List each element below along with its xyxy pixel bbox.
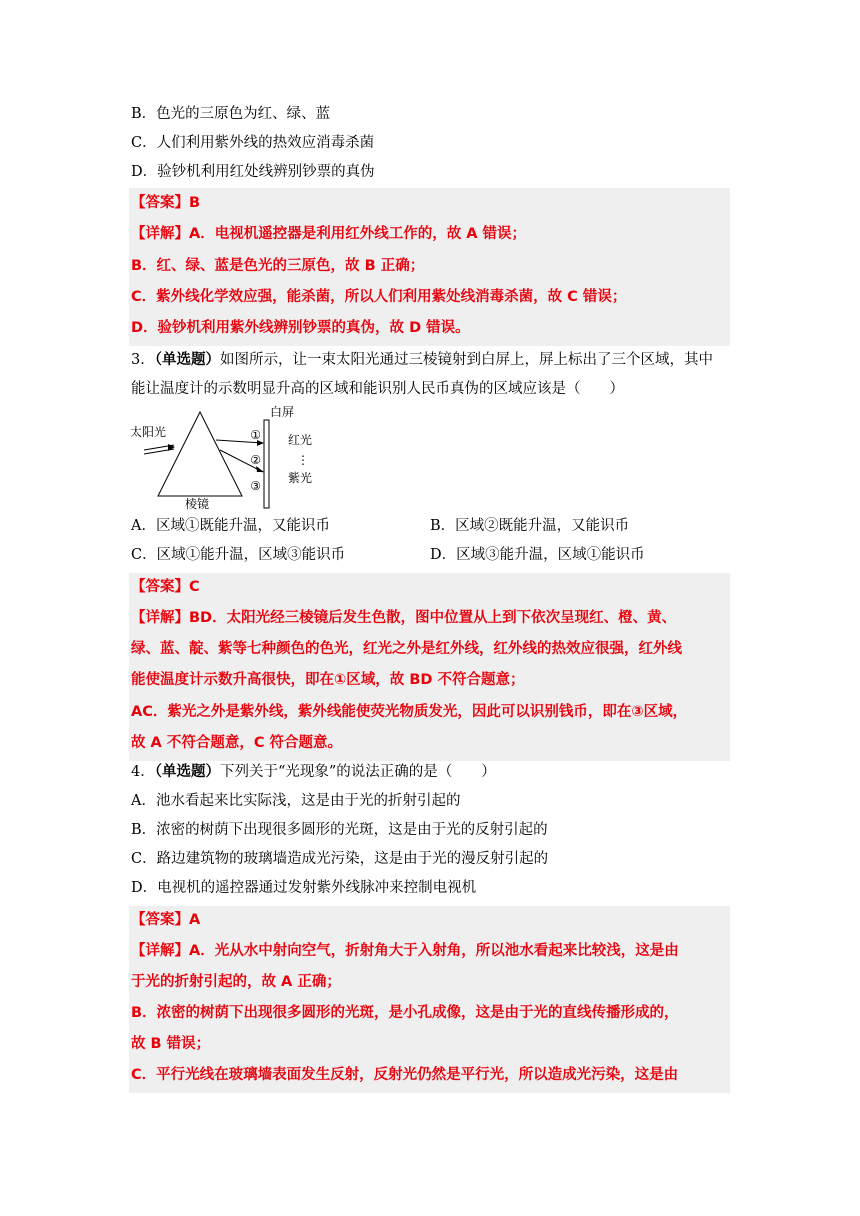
label-region-2: ② (250, 453, 261, 467)
q4-detail-line-2: 于光的折射引起的，故 A 正确； (131, 974, 341, 990)
q4-detail-line-5: C．平行光线在玻璃墙表面发生反射，反射光仍然是平行光，所以造成光污染，这是由 (131, 1067, 679, 1083)
q3-option-a: A．区域①既能升温，又能识币 (131, 518, 330, 534)
q4-stem (131, 762, 496, 782)
q2-option-c: C．人们利用紫外线的热效应消毒杀菌 (131, 135, 375, 151)
prism-dispersion-figure (128, 402, 328, 510)
q2-detail-line-3: C．紫外线化学效应强，能杀菌，所以人们利用紫处线消毒杀菌，故 C 错误； (131, 289, 627, 305)
q3-number: 3． (131, 352, 155, 368)
white-screen (264, 420, 269, 508)
q4-number: 4． (131, 764, 155, 780)
q3-type: （单选题） (154, 352, 220, 368)
q4-detail-line-1: 【详解】A．光从水中射向空气，折射角大于入射角，所以池水看起来比较浅，这是由 (131, 943, 679, 959)
q2-option-d: D．验钞机利用红处线辨别钞票的真伪 (131, 164, 375, 180)
q2-detail-line-2: B．红、绿、蓝是色光的三原色，故 B 正确； (131, 258, 425, 274)
q3-detail-line-1: 【详解】BD．太阳光经三棱镜后发生色散，图中位置从上到下依次呈现红、橙、黄、 (131, 610, 677, 626)
q3-stem-text: 如图所示，让一束太阳光通过三棱镜射到白屏上，屏上标出了三个区域，其中 (219, 352, 713, 368)
q2-option-b: B．色光的三原色为红、绿、蓝 (131, 106, 331, 122)
q4-answer: 【答案】A (131, 912, 201, 928)
label-white-screen: 白屏 (270, 405, 295, 419)
q4-type: （单选题） (154, 764, 220, 780)
q4-option-b: B．浓密的树荫下出现很多圆形的光斑，这是由于光的反射引起的 (131, 822, 548, 838)
label-ellipsis: ⋮ (297, 453, 309, 467)
q4-detail-line-3: B．浓密的树荫下出现很多圆形的光斑，是小孔成像，这是由于光的直线传播形成的， (131, 1005, 679, 1021)
q3-answer: 【答案】C (131, 579, 200, 595)
q4-option-c: C．路边建筑物的玻璃墙造成光污染，这是由于光的漫反射引起的 (131, 851, 549, 867)
q3-option-d: D．区域③能升温，区域①能识币 (430, 547, 645, 563)
q3-option-b: B．区域②既能升温，又能识币 (430, 518, 630, 534)
q4-option-d: D．电视机的遥控器通过发射紫外线脉冲来控制电视机 (131, 880, 477, 896)
q4-option-a: A．池水看起来比实际浅，这是由于光的折射引起的 (131, 793, 461, 809)
q3-stem-line-2: 能让温度计的示数明显升高的区域和能识别人民币真伪的区域应该是（ ） (131, 381, 624, 397)
label-prism: 棱镜 (185, 497, 210, 510)
label-violet-light: 紫光 (288, 471, 313, 485)
q3-stem-line-1 (131, 350, 713, 370)
label-region-3: ③ (250, 479, 261, 493)
label-red-light: 红光 (288, 433, 313, 447)
label-region-1: ① (250, 428, 261, 442)
q4-detail-line-4: 故 B 错误； (131, 1036, 211, 1052)
q2-detail-line-1: 【详解】A．电视机遥控器是利用红外线工作的，故 A 错误； (131, 226, 527, 242)
q3-option-c: C．区域①能升温，区域③能识币 (131, 547, 346, 563)
prism-shape (158, 412, 242, 496)
q2-answer: 【答案】B (131, 195, 201, 211)
q4-stem-text: 下列关于“光现象”的说法正确的是（ ） (219, 764, 496, 780)
q2-detail-line-4: D．验钞机利用紫外线辨别钞票的真伪，故 D 错误。 (131, 320, 470, 336)
q3-detail-line-3: 能使温度计示数升高很快，即在①区域，故 BD 不符合题意； (131, 672, 525, 688)
q3-detail-line-5: 故 A 不符合题意，C 符合题意。 (131, 735, 343, 751)
q3-detail-line-4: AC．紫光之外是紫外线，紫外线能使荧光物质发光，因此可以识别钱币，即在③区域， (131, 704, 688, 720)
label-sunlight: 太阳光 (130, 425, 167, 439)
q3-detail-line-2: 绿、蓝、靛、紫等七种颜色的色光，红光之外是红外线，红外线的热效应很强，红外线 (131, 641, 682, 657)
